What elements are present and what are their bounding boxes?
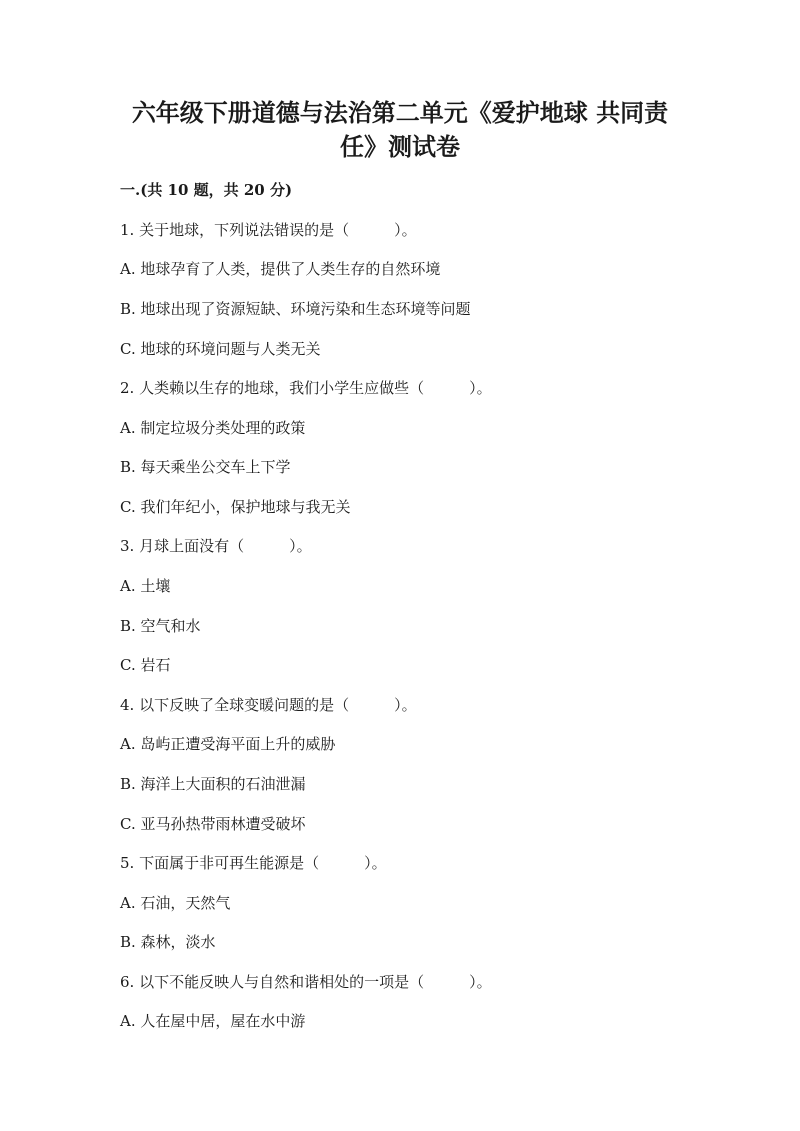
answer-option: A. 人在屋中居，屋在水中游 [120, 1012, 306, 1030]
title-line-2: 任》测试卷 [340, 132, 460, 161]
answer-option: B. 空气和水 [120, 617, 201, 635]
answer-option: C. 地球的环境问题与人类无关 [120, 340, 321, 358]
exam-title [100, 96, 700, 164]
answer-option: B. 地球出现了资源短缺、环境污染和生态环境等问题 [120, 300, 471, 318]
question-stem: 6. 以下不能反映人与自然和谐相处的一项是（ ）。 [120, 973, 492, 991]
question-stem: 2. 人类赖以生存的地球，我们小学生应做些（ ）。 [120, 379, 492, 397]
answer-option: C. 岩石 [120, 656, 171, 674]
answer-option: B. 森林，淡水 [120, 933, 216, 951]
title-line-1: 六年级下册道德与法治第二单元《爱护地球 共同责 [131, 98, 669, 127]
answer-option: A. 土壤 [120, 577, 171, 595]
answer-option: A. 石油，天然气 [120, 894, 231, 912]
answer-option: B. 每天乘坐公交车上下学 [120, 458, 291, 476]
answer-option: A. 地球孕育了人类，提供了人类生存的自然环境 [120, 260, 441, 278]
answer-option: A. 岛屿正遭受海平面上升的威胁 [120, 735, 336, 753]
answer-option: C. 亚马孙热带雨林遭受破坏 [120, 815, 306, 833]
question-stem: 3. 月球上面没有（ ）。 [120, 537, 312, 555]
answer-option: B. 海洋上大面积的石油泄漏 [120, 775, 306, 793]
answer-option: A. 制定垃圾分类处理的政策 [120, 419, 306, 437]
section-heading: 一.(共 10 题，共 20 分) [120, 181, 293, 199]
question-stem: 4. 以下反映了全球变暖问题的是（ ）。 [120, 696, 417, 714]
answer-option: C. 我们年纪小，保护地球与我无关 [120, 498, 351, 516]
question-stem: 5. 下面属于非可再生能源是（ ）。 [120, 854, 387, 872]
question-stem: 1. 关于地球，下列说法错误的是（ ）。 [120, 221, 417, 239]
